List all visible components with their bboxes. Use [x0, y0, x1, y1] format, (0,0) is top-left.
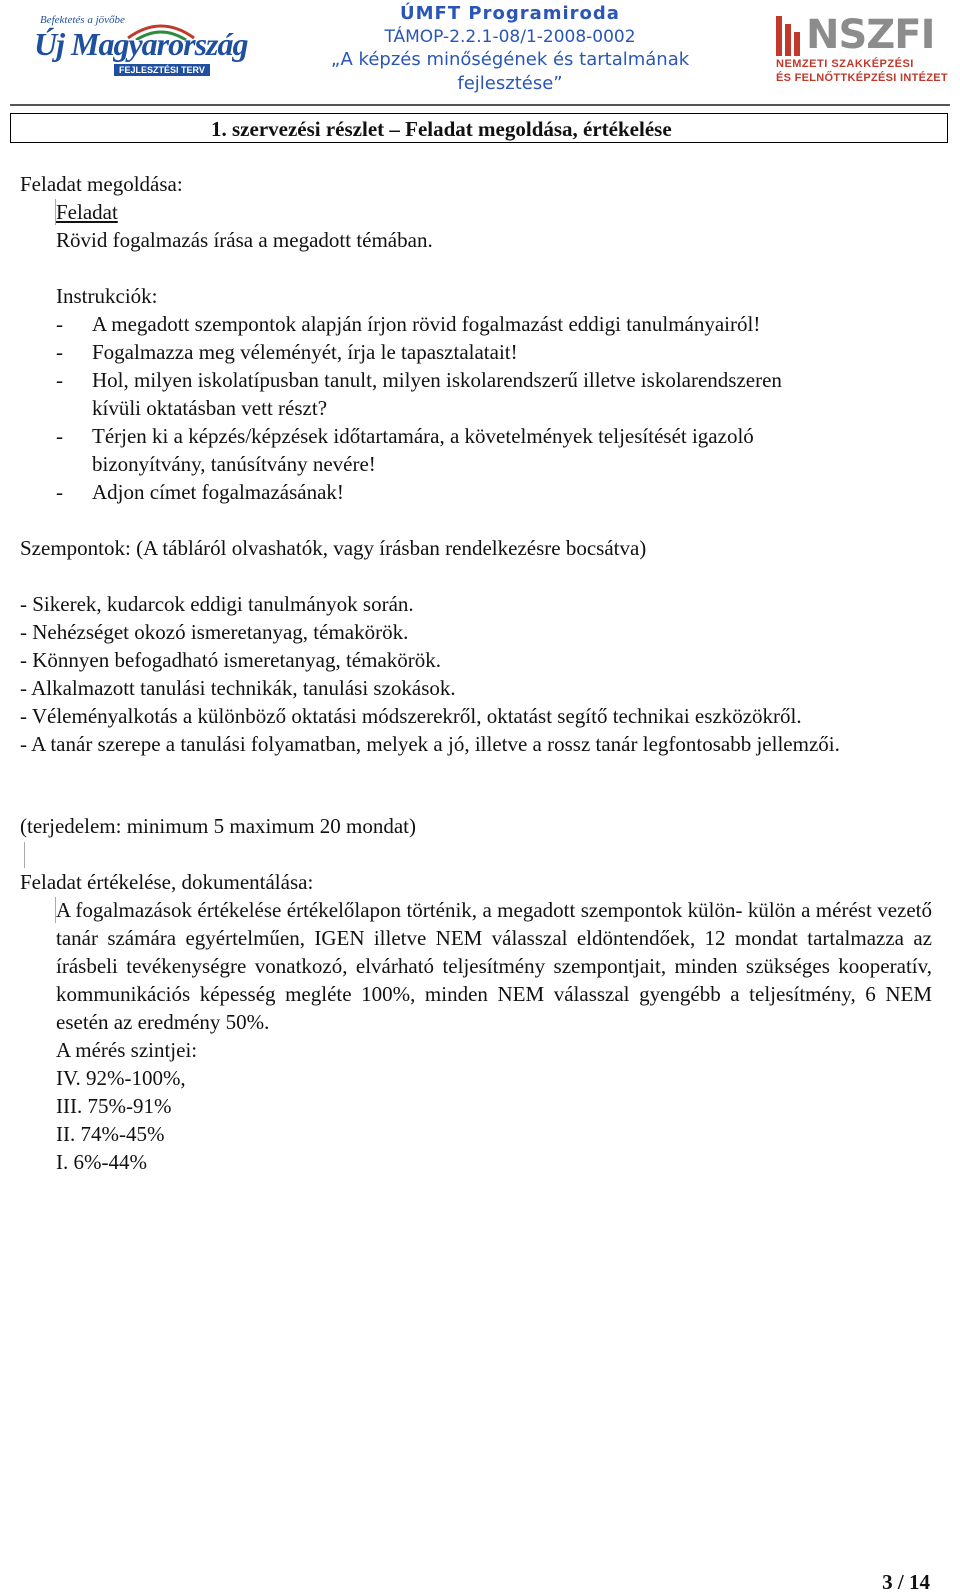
level-item: IV. 92%-100%,	[56, 1066, 186, 1090]
level-item: II. 74%-45%	[56, 1122, 165, 1146]
text-cursor-mark	[24, 842, 25, 868]
evaluation-heading: Feladat értékelése, dokumentálása:	[20, 870, 314, 894]
instruction-item: A megadott szempontok alapján írjon rövid fogalmazást eddigi tanulmányairól!	[92, 312, 761, 336]
level-item: I. 6%-44%	[56, 1150, 147, 1174]
criteria-item: - Véleményalkotás a különböző oktatási módszerekről, oktatást segítő technikai eszközökről.	[20, 704, 802, 728]
length-note: (terjedelem: minimum 5 maximum 20 mondat)	[20, 814, 417, 838]
level-item: III. 75%-91%	[56, 1094, 172, 1118]
instruction-item: Adjon címet fogalmazásának!	[92, 480, 344, 504]
criteria-item: - Könnyen befogadható ismeretanyag, témakörök.	[20, 648, 442, 672]
section-title-box	[10, 113, 948, 143]
instruction-item-continued: bizonyítvány, tanúsítvány nevére!	[92, 452, 376, 476]
project-title-line2: fejlesztése”	[457, 73, 563, 94]
instruction-item: Térjen ki a képzés/képzések időtartamára, a követelmények teljesítését igazoló	[92, 424, 754, 448]
program-office-name: ÚMFT Programiroda	[400, 3, 620, 24]
instruction-dash: -	[56, 480, 63, 504]
nszfi-name-line2: ÉS FELNŐTTKÉPZÉSI INTÉZET	[776, 72, 948, 84]
instruction-dash: -	[56, 424, 63, 448]
page-header	[0, 0, 960, 110]
header-rule	[10, 104, 950, 106]
nszfi-logo	[776, 12, 946, 92]
logo-plan: FEJLESZTÉSI TERV	[114, 64, 210, 76]
logo-slogan: Befektetés a jövőbe	[40, 14, 125, 26]
task-text: Rövid fogalmazás írása a megadott témában.	[56, 228, 433, 252]
instruction-item: Fogalmazza meg véleményét, írja le tapasztalatait!	[92, 340, 518, 364]
task-label: Feladat	[56, 200, 118, 224]
solution-heading: Feladat megoldása:	[20, 172, 183, 196]
instruction-item-continued: kívüli oktatásban vett részt?	[92, 396, 328, 420]
nszfi-mark-icon	[776, 16, 802, 56]
project-title-line1: „A képzés minőségének és tartalmának	[330, 49, 690, 70]
instruction-dash: -	[56, 368, 63, 392]
evaluation-paragraph: A fogalmazások értékelése értékelőlapon történik, a megadott szempontok külön- külön a mérést vezető tanár számára egyértelműen, IGEN illetve NEM válasszal eldöntendőek, 12 mondat tartalmazza az írásbeli tevékenységre vonatkozó, elvárható teljesítmény szempontjait, minden szükséges kooperatív, kommunikációs képesség megléte 100%, minden NEM válasszal gyengébb a teljesítmény, 6 NEM esetén az eredmény 50%.	[56, 898, 932, 1034]
instruction-item: Hol, milyen iskolatípusban tanult, milyen iskolarendszerű illetve iskolarendszeren	[92, 368, 782, 392]
program-office-header	[300, 2, 720, 96]
section-title: 1. szervezési részlet – Feladat megoldása, értékelése	[211, 117, 672, 141]
logo-brand: Új Magyarország	[34, 26, 248, 62]
criteria-heading: Szempontok: (A tábláról olvashatók, vagy írásban rendelkezésre bocsátva)	[20, 536, 647, 560]
criteria-item: - Sikerek, kudarcok eddigi tanulmányok során.	[20, 592, 414, 616]
criteria-item: - Nehézséget okozó ismeretanyag, témakörök.	[20, 620, 409, 644]
nszfi-brand: NSZFI	[806, 12, 935, 58]
criteria-item: - Alkalmazott tanulási technikák, tanulási szokások.	[20, 676, 456, 700]
instruction-dash: -	[56, 340, 63, 364]
criteria-item: - A tanár szerepe a tanulási folyamatban, melyek a jó, illetve a rossz tanár legfontosabb jellemzői.	[20, 732, 840, 756]
instructions-label: Instrukciók:	[56, 284, 158, 308]
nszfi-name-line1: NEMZETI SZAKKÉPZÉSI	[776, 58, 914, 70]
uj-magyarorszag-logo	[30, 8, 248, 88]
page-number: 3 / 14	[882, 1570, 930, 1594]
instruction-dash: -	[56, 312, 63, 336]
flag-arc-icon	[126, 20, 196, 40]
project-code: TÁMOP-2.2.1-08/1-2008-0002	[384, 27, 636, 47]
levels-label: A mérés szintjei:	[56, 1038, 198, 1062]
